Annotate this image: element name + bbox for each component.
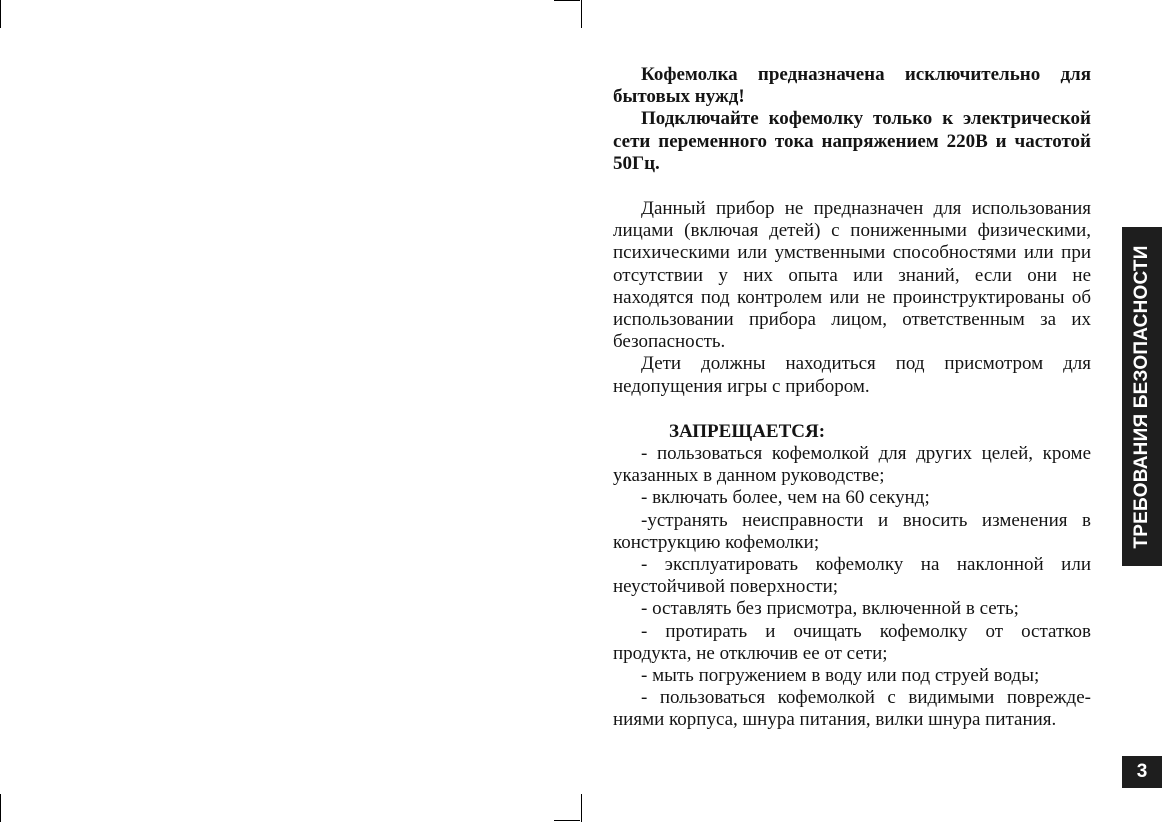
crop-mark-bottom-left [0,794,1,822]
spacer [613,398,1091,421]
crop-mark-top-center [581,0,582,28]
prohibited-heading: ЗАПРЕЩАЕТСЯ: [669,420,826,442]
section-side-tab-label: ТРЕБОВАНИЯ БЕЗОПАСНОСТИ [1131,244,1152,549]
page-number: 3 [1122,756,1162,788]
warning-household-use: Кофемолка предназначена исключительно для бытовых нужд! [613,64,1091,108]
prohibited-item: - протирать и очищать кофемолку от остатков продукта, не отключив ее от сети; [613,620,1091,664]
prohibited-item: - оставлять без присмотра, включенной в сеть; [641,598,1019,620]
prohibited-item: - мыть погружением в воду или под струей воды; [641,665,1040,687]
prohibited-item: - эксплуатировать кофемолку на наклонной или неустойчивой поверхности; [613,554,1091,598]
crop-mark-bottom-center [581,794,582,822]
prohibited-item: -устранять неисправности и вносить изменения в конструкцию кофемолки; [613,509,1091,553]
prohibited-list [613,443,1091,732]
prohibited-item: - включать более, чем на 60 секунд; [641,487,930,509]
prohibited-item: - пользоваться кофемолкой с видимыми повреждениями корпуса, шнура питания, вилки шнура питания. [613,687,1091,731]
prohibited-item: - пользоваться кофемолкой для других целей, кроме указанных в данном руководстве; [613,443,1091,487]
safety-text-column [613,64,1091,732]
spacer [613,175,1091,198]
info-restricted-users: Данный прибор не предназначен для использования лицами (включая детей) с пониженными физическими, психическими или умственными способностями или при отсутствии у них опыта или знаний, если они не находятся под контролем или не проинструктированы об использовании прибора лицом, ответственным за их безопасность. [613,198,1091,353]
warning-power-supply: Подключайте кофемолку только к электрической сети переменного тока напряжением 220В и частотой 50Гц. [613,108,1091,174]
crop-mark-bottom-center-h [554,820,580,821]
info-children-supervision: Дети должны находиться под присмотром для недопущения игры с прибором. [613,353,1091,397]
crop-mark-top-center-h [554,0,580,1]
section-side-tab [1122,227,1162,566]
crop-mark-top-left [0,0,1,28]
